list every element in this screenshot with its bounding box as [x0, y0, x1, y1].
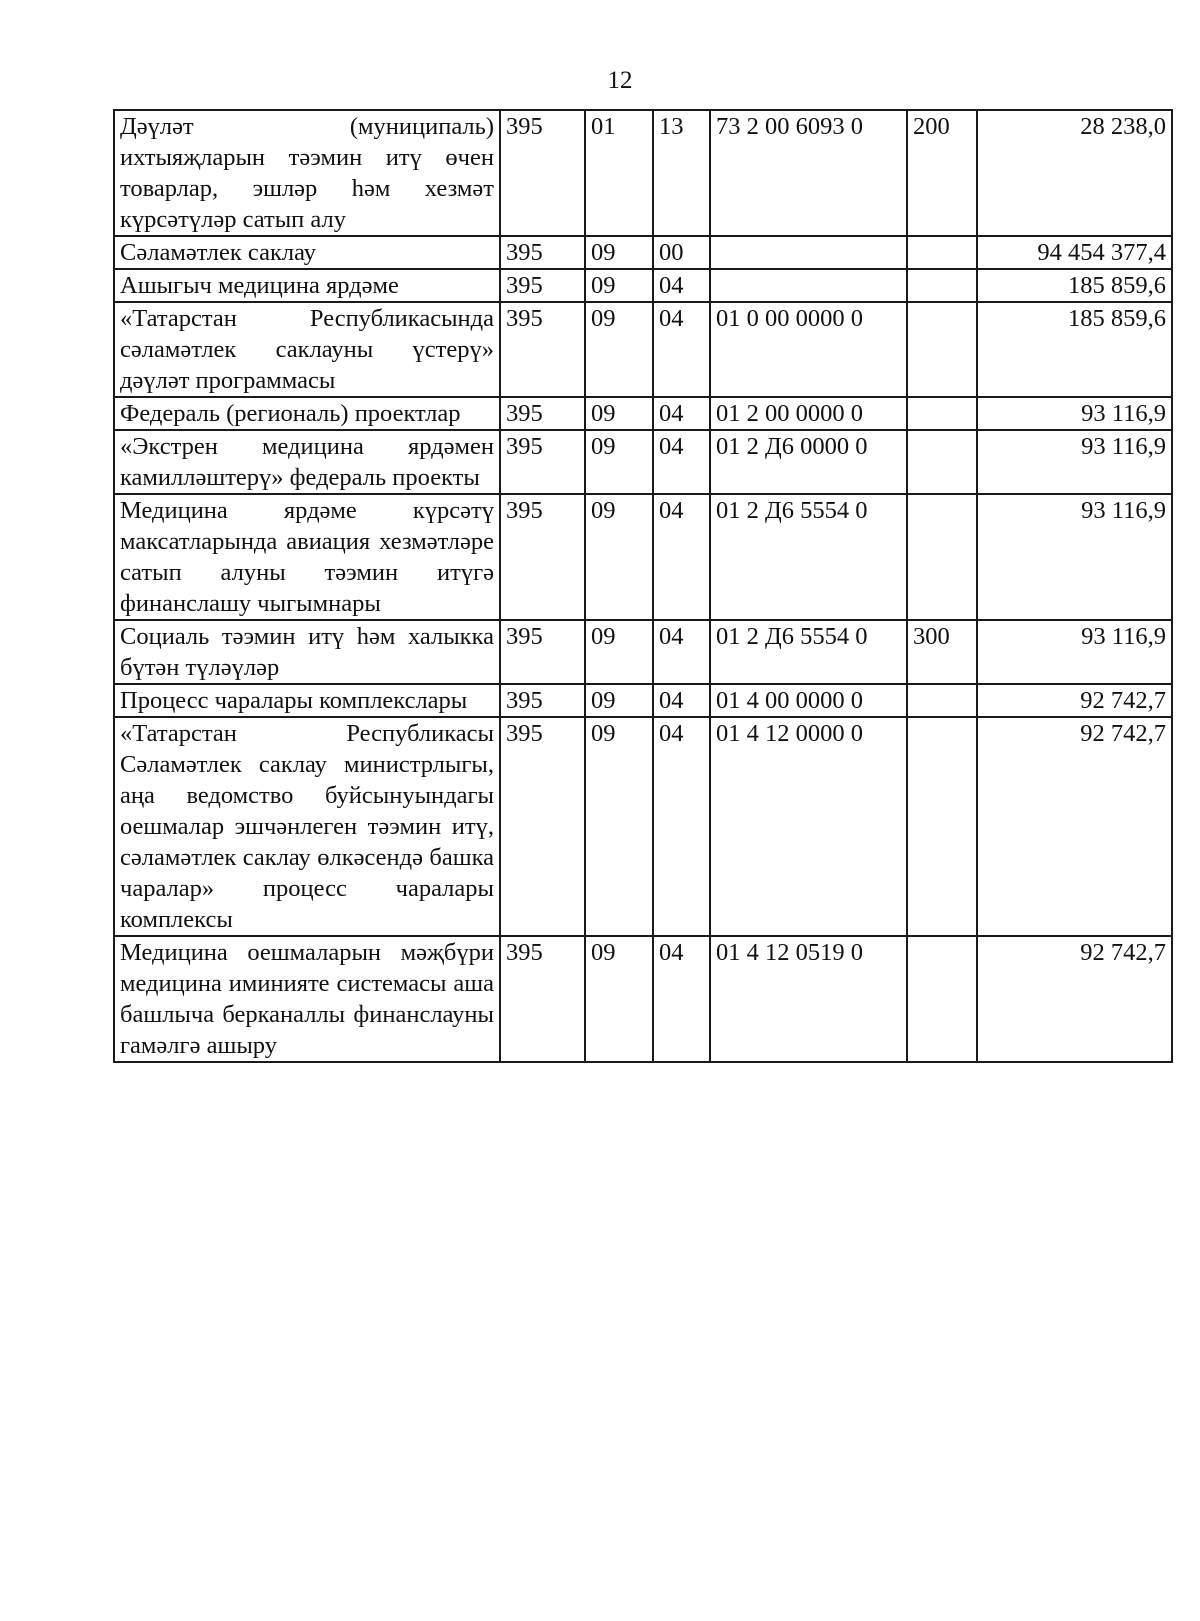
amount-cell: 185 859,6: [977, 269, 1172, 302]
subsection-cell: 04: [653, 684, 710, 717]
section-cell: 01: [585, 110, 653, 236]
section-cell: 09: [585, 302, 653, 397]
expense-type-cell: [907, 302, 977, 397]
row-name-cell: Медицина оешмаларын мәҗбүри медицина иминияте системасы аша башлыча берканаллы финанслауны гамәлгә ашыру: [114, 936, 500, 1062]
target-article-cell: 01 2 Д6 0000 0: [710, 430, 907, 494]
table-row: [114, 494, 1172, 620]
ved-cell: 395: [500, 430, 585, 494]
ved-cell: 395: [500, 620, 585, 684]
target-article-cell: 01 4 12 0000 0: [710, 717, 907, 936]
expense-type-cell: [907, 430, 977, 494]
expense-type-cell: 300: [907, 620, 977, 684]
subsection-cell: 04: [653, 430, 710, 494]
ved-cell: 395: [500, 936, 585, 1062]
amount-cell: 93 116,9: [977, 430, 1172, 494]
table-row: [114, 684, 1172, 717]
target-article-cell: 01 4 12 0519 0: [710, 936, 907, 1062]
subsection-cell: 13: [653, 110, 710, 236]
expense-type-cell: [907, 397, 977, 430]
expense-type-cell: 200: [907, 110, 977, 236]
table-row: [114, 430, 1172, 494]
table-row: [114, 717, 1172, 936]
amount-cell: 93 116,9: [977, 620, 1172, 684]
amount-cell: 94 454 377,4: [977, 236, 1172, 269]
row-name-cell: «Экстрен медицина ярдәмен камилләштерү» федераль проекты: [114, 430, 500, 494]
row-name-cell: «Татарстан Республикасы Сәламәтлек саклау министрлыгы, аңа ведомство буйсынуындагы оешмалар эшчәнлеген тәэмин итү, сәламәтлек саклау өлкәсендә башка чаралар» процесс чаралары комплексы: [114, 717, 500, 936]
section-cell: 09: [585, 717, 653, 936]
expense-type-cell: [907, 236, 977, 269]
target-article-cell: 73 2 00 6093 0: [710, 110, 907, 236]
table-row: [114, 236, 1172, 269]
ved-cell: 395: [500, 494, 585, 620]
row-name-cell: Федераль (региональ) проектлар: [114, 397, 500, 430]
section-cell: 09: [585, 269, 653, 302]
subsection-cell: 04: [653, 269, 710, 302]
target-article-cell: 01 0 00 0000 0: [710, 302, 907, 397]
table-row: [114, 620, 1172, 684]
target-article-cell: 01 2 00 0000 0: [710, 397, 907, 430]
row-name-cell: Ашыгыч медицина ярдәме: [114, 269, 500, 302]
row-name-cell: Медицина ярдәме күрсәтү максатларында авиация хезмәтләре сатып алуны тәэмин итүгә финанслашу чыгымнары: [114, 494, 500, 620]
section-cell: 09: [585, 430, 653, 494]
section-cell: 09: [585, 684, 653, 717]
target-article-cell: 01 4 00 0000 0: [710, 684, 907, 717]
target-article-cell: 01 2 Д6 5554 0: [710, 494, 907, 620]
section-cell: 09: [585, 494, 653, 620]
expense-type-cell: [907, 494, 977, 620]
section-cell: 09: [585, 620, 653, 684]
amount-cell: 92 742,7: [977, 684, 1172, 717]
row-name-cell: «Татарстан Республикасында сәламәтлек саклауны үстерү» дәүләт программасы: [114, 302, 500, 397]
expense-type-cell: [907, 269, 977, 302]
table-row: [114, 397, 1172, 430]
row-name-cell: Процесс чаралары комплекслары: [114, 684, 500, 717]
subsection-cell: 04: [653, 397, 710, 430]
expense-type-cell: [907, 717, 977, 936]
row-name-cell: Социаль тәэмин итү һәм халыкка бүтән түләүләр: [114, 620, 500, 684]
amount-cell: 92 742,7: [977, 936, 1172, 1062]
ved-cell: 395: [500, 110, 585, 236]
expense-type-cell: [907, 684, 977, 717]
row-name-cell: Сәламәтлек саклау: [114, 236, 500, 269]
table-row: [114, 936, 1172, 1062]
row-name-cell: Дәүләт (муниципаль) ихтыяҗларын тәэмин итү өчен товарлар, эшләр һәм хезмәт күрсәтүләр сатып алу: [114, 110, 500, 236]
budget-table-body: [114, 110, 1172, 1062]
amount-cell: 28 238,0: [977, 110, 1172, 236]
subsection-cell: 04: [653, 936, 710, 1062]
ved-cell: 395: [500, 397, 585, 430]
section-cell: 09: [585, 936, 653, 1062]
expense-type-cell: [907, 936, 977, 1062]
amount-cell: 93 116,9: [977, 494, 1172, 620]
ved-cell: 395: [500, 236, 585, 269]
section-cell: 09: [585, 397, 653, 430]
ved-cell: 395: [500, 684, 585, 717]
subsection-cell: 04: [653, 494, 710, 620]
subsection-cell: 04: [653, 302, 710, 397]
amount-cell: 185 859,6: [977, 302, 1172, 397]
budget-table: [113, 109, 1173, 1063]
ved-cell: 395: [500, 269, 585, 302]
table-row: [114, 110, 1172, 236]
subsection-cell: 00: [653, 236, 710, 269]
section-cell: 09: [585, 236, 653, 269]
amount-cell: 92 742,7: [977, 717, 1172, 936]
table-row: [114, 302, 1172, 397]
target-article-cell: [710, 236, 907, 269]
subsection-cell: 04: [653, 717, 710, 936]
target-article-cell: [710, 269, 907, 302]
table-row: [114, 269, 1172, 302]
ved-cell: 395: [500, 302, 585, 397]
subsection-cell: 04: [653, 620, 710, 684]
page-number: 12: [607, 67, 633, 94]
target-article-cell: 01 2 Д6 5554 0: [710, 620, 907, 684]
amount-cell: 93 116,9: [977, 397, 1172, 430]
ved-cell: 395: [500, 717, 585, 936]
